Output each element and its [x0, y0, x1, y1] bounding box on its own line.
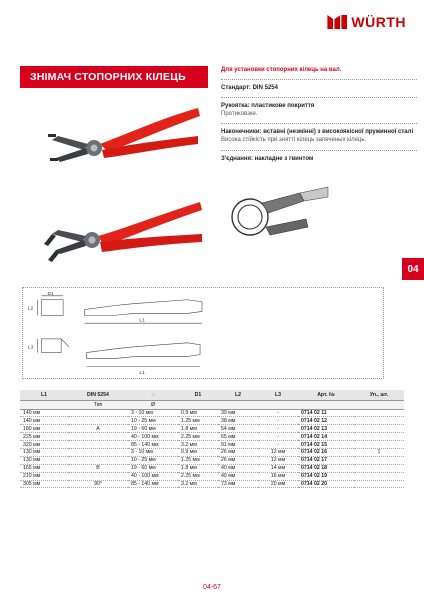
cell-d1: 1.25 мм [178, 456, 218, 464]
cell-art-no: 0714 02 19 [298, 472, 354, 480]
table-row [20, 448, 404, 456]
subcol-type: Тип [68, 400, 128, 409]
cell-range: 3 - 10 мм [128, 409, 178, 417]
cell-l1: 210 мм [20, 472, 68, 480]
technical-drawing [22, 287, 384, 379]
table-row [20, 456, 404, 464]
table-row [20, 441, 404, 449]
cell-type [68, 448, 128, 456]
dim-l3: L3 [27, 345, 34, 351]
brand-name: WÜRTH [351, 14, 406, 30]
cell-pack [354, 456, 404, 464]
cell-range: 10 - 25 мм [128, 456, 178, 464]
page-number: 04-67 [203, 584, 221, 591]
cell-d1: 0.9 мм [178, 409, 218, 417]
cell-l3: 12 мм [258, 448, 298, 456]
cell-l3: - [258, 441, 298, 449]
tips-text: Висока стійкість при знятті кілець запеченых кілець. [221, 137, 367, 144]
table-row [20, 464, 404, 472]
col-l2: L2 [218, 390, 258, 400]
cell-l2: 91 мм [218, 441, 258, 449]
cell-type [68, 433, 128, 441]
cell-l2: 54 мм [218, 425, 258, 433]
pliers-angled-image [34, 192, 206, 284]
cell-d1: 1.25 мм [178, 417, 218, 425]
dim-l1-bottom: L1 [139, 371, 145, 377]
cell-type [68, 441, 128, 449]
cell-l3: - [258, 433, 298, 441]
intro-text: Для установки стопорних кілець на вал. [221, 67, 342, 73]
cell-l3: 14 мм [258, 464, 298, 472]
dim-d1: D1 [47, 291, 54, 297]
product-table [20, 390, 404, 488]
cell-d1: 2.25 мм [178, 433, 218, 441]
wurth-logo [327, 14, 406, 30]
cell-range: 19 - 60 мм [128, 425, 178, 433]
col-din: DIN 5254 [68, 390, 128, 400]
cell-l3: - [258, 409, 298, 417]
pliers-straight-image [42, 100, 202, 186]
cell-l1: 165 мм [20, 464, 68, 472]
cell-type: A [68, 425, 128, 433]
section-tab: 04 [402, 258, 424, 280]
subcol-diameter: Ø [128, 400, 178, 409]
cell-range: 40 - 100 мм [128, 472, 178, 480]
cell-l1: 130 мм [20, 456, 68, 464]
cell-l1: 320 мм [20, 441, 68, 449]
joint-label: З'єднання: накладне з гвинтом [221, 155, 314, 162]
cell-art-no: 0714 02 12 [298, 417, 354, 425]
cell-pack [354, 433, 404, 441]
cell-art-no: 0714 02 18 [298, 464, 354, 472]
cell-art-no: 0714 02 11 [298, 409, 354, 417]
cell-range: 85 - 140 мм [128, 480, 178, 488]
table-row [20, 472, 404, 480]
dim-l2: L2 [27, 306, 34, 312]
cell-l3: 12 мм [258, 456, 298, 464]
cell-art-no: 0714 02 20 [298, 480, 354, 488]
cell-pack [354, 464, 404, 472]
cell-range: 40 - 100 мм [128, 433, 178, 441]
cell-art-no: 0714 02 15 [298, 441, 354, 449]
cell-art-no: 0714 02 17 [298, 456, 354, 464]
cell-l2: 49 мм [218, 472, 258, 480]
cell-type: B [68, 464, 128, 472]
cell-art-no: 0714 02 13 [298, 425, 354, 433]
table-row [20, 433, 404, 441]
cell-l2: 26 мм [218, 456, 258, 464]
cell-pack [354, 409, 404, 417]
col-art: Арт. № [298, 390, 354, 400]
col-l1: L1 [20, 390, 68, 400]
cell-l1: 140 мм [20, 417, 68, 425]
cell-l1: 140 мм [20, 409, 68, 417]
cell-l3: - [258, 425, 298, 433]
dim-l1-top: L1 [139, 318, 145, 324]
cell-type: 90° [68, 480, 128, 488]
table-row [20, 409, 404, 417]
cell-pack [354, 425, 404, 433]
col-l3: L3 [258, 390, 298, 400]
cell-type [68, 472, 128, 480]
cell-type [68, 409, 128, 417]
cell-art-no: 0714 02 14 [298, 433, 354, 441]
cell-l2: 40 мм [218, 464, 258, 472]
cell-type [68, 417, 128, 425]
cell-d1: 2.25 мм [178, 472, 218, 480]
table-row [20, 425, 404, 433]
cell-range: 10 - 25 мм [128, 417, 178, 425]
joint-illustration [222, 183, 330, 243]
cell-l1: 305 мм [20, 480, 68, 488]
cell-l2: 38 мм [218, 417, 258, 425]
standard-label: Стандарт: DIN 5254 [221, 85, 278, 92]
cell-pack [354, 417, 404, 425]
ring-icon: ◌ [151, 391, 155, 398]
product-description [221, 66, 417, 163]
cell-d1: 0.9 мм [178, 448, 218, 456]
cell-range: 19 - 60 мм [128, 464, 178, 472]
cell-pack [354, 472, 404, 480]
cell-pack: 1 [354, 448, 404, 456]
col-range [128, 390, 178, 400]
cell-l1: 180 мм [20, 425, 68, 433]
cell-l2: 26 мм [218, 448, 258, 456]
col-d1: D1 [178, 390, 218, 400]
cell-l1: 130 мм [20, 448, 68, 456]
cell-l2: 65 мм [218, 433, 258, 441]
cell-l3: 20 мм [258, 480, 298, 488]
cell-type [68, 456, 128, 464]
cell-l2: 39 мм [218, 409, 258, 417]
table-row [20, 480, 404, 488]
cell-pack [354, 480, 404, 488]
handle-label: Рукоятка: пластикове покриття [221, 103, 315, 110]
cell-range: 85 - 140 мм [128, 441, 178, 449]
cell-l2: 73 мм [218, 480, 258, 488]
handle-text: Протиковзке. [221, 111, 258, 118]
cell-d1: 3.2 мм [178, 441, 218, 449]
cell-l3: - [258, 417, 298, 425]
cell-art-no: 0714 02 16 [298, 448, 354, 456]
cell-pack [354, 441, 404, 449]
tips-label: Наконечники: вставні (незмінні) з високоякісної пружинної сталі [221, 129, 414, 136]
col-pack: Уп., шт. [354, 390, 404, 400]
cell-l1: 225 мм [20, 433, 68, 441]
wurth-logo-mark [327, 15, 347, 29]
cell-range: 3 - 10 мм [128, 448, 178, 456]
cell-l3: 16 мм [258, 472, 298, 480]
cell-d1: 1.8 мм [178, 425, 218, 433]
product-title: ЗНІМАЧ СТОПОРНИХ КІЛЕЦЬ [20, 66, 208, 88]
cell-d1: 1.8 мм [178, 464, 218, 472]
cell-d1: 3.2 мм [178, 480, 218, 488]
table-row [20, 417, 404, 425]
